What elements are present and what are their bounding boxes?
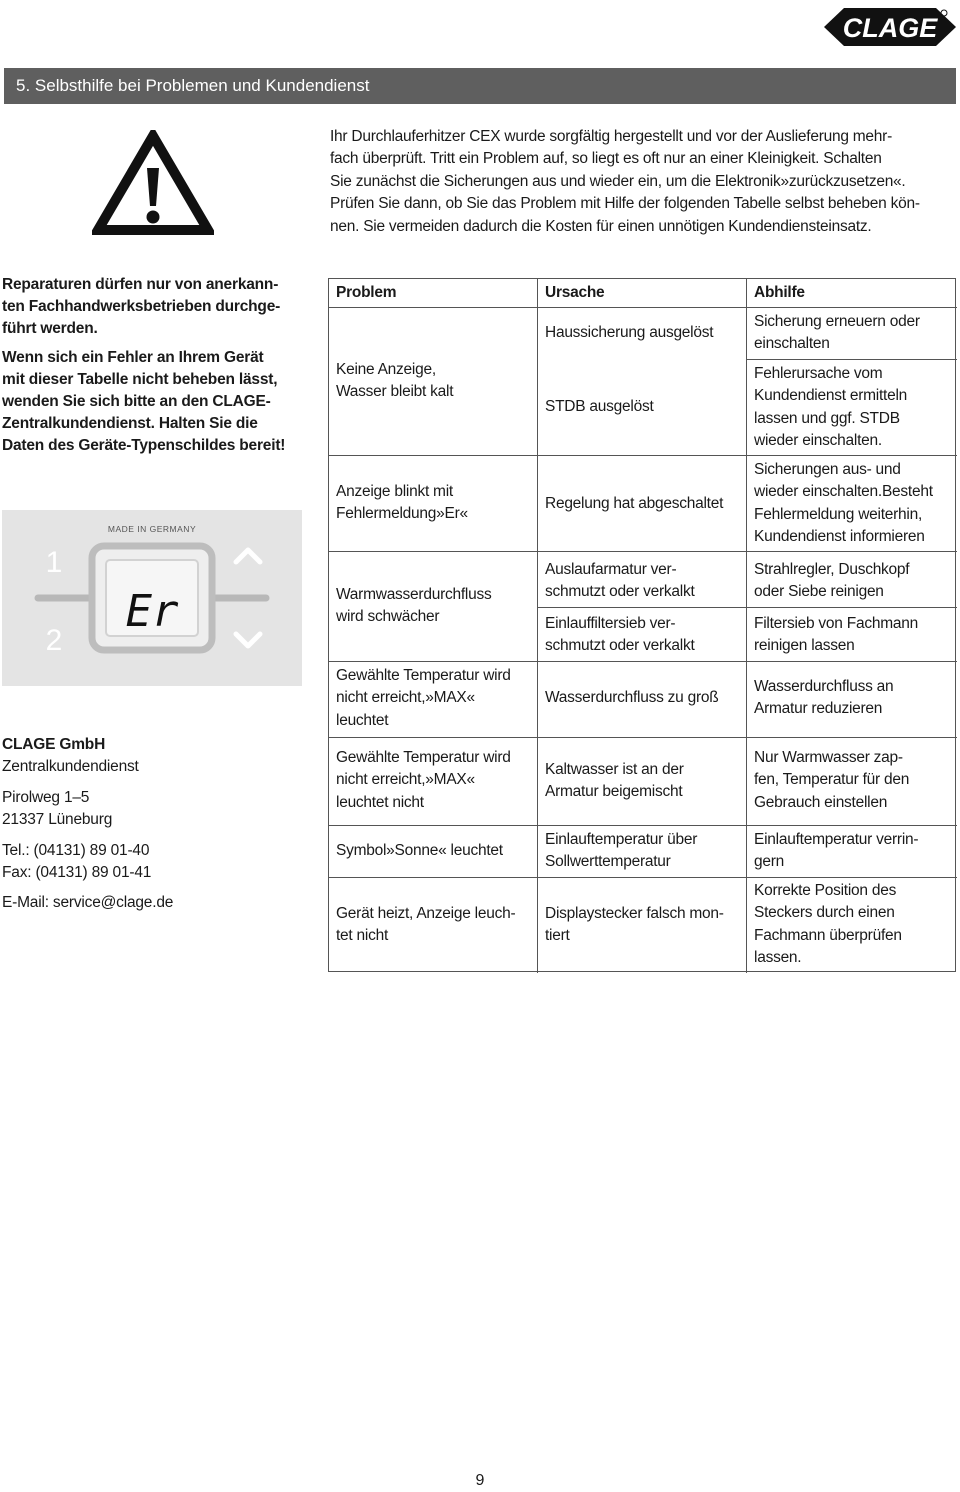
department: Zentralkundendienst	[2, 758, 139, 776]
row-divider	[329, 661, 957, 662]
warning-icon	[92, 130, 214, 236]
cause-cell: Auslaufarmatur ver- schmutzt oder verkalkt	[545, 561, 695, 601]
remedy-cell: Strahlregler, Duschkopf oder Siebe reinigen	[754, 561, 910, 601]
display-readout: Er	[125, 586, 179, 637]
clage-logo	[822, 4, 958, 50]
remedy-cell: Sicherungen aus- und wieder einschalten.Besteht Fehlermeldung weiterhin, Kundendienst informieren	[754, 461, 933, 546]
cause-cell: Regelung hat abgeschaltet	[545, 495, 724, 512]
intro-line: nen. Sie vermeiden dadurch die Kosten für einen unnötigen Kundendiensteinsatz.	[330, 217, 872, 235]
troubleshooting-table	[328, 278, 956, 972]
button-1-label: 1	[45, 546, 63, 579]
remedy-cell: Wasserdurchfluss an Armatur reduzieren	[754, 678, 894, 718]
row-divider	[329, 551, 957, 552]
section-title: 5. Selbsthilfe bei Problemen und Kundendienst	[16, 76, 370, 95]
row-divider	[329, 737, 957, 738]
subrow-divider	[746, 359, 957, 360]
problem-cell: Symbol»Sonne« leuchtet	[336, 842, 503, 859]
cause-cell: Einlauffiltersieb ver- schmutzt oder verkalkt	[545, 615, 695, 655]
repair-line: Wenn sich ein Fehler an Ihrem Gerät	[2, 349, 264, 367]
problem-cell: Warmwasserdurchfluss wird schwächer	[336, 586, 492, 626]
page-number: 9	[475, 1472, 485, 1489]
problem-cell: Gewählte Temperatur wird nicht erreicht,»MAX« leuchtet	[336, 667, 511, 729]
column-divider	[537, 279, 538, 973]
cause-cell: Wasserdurchfluss zu groß	[545, 689, 719, 706]
section-header-bar	[4, 68, 956, 104]
intro-line: fach überprüft. Tritt ein Problem auf, so liegt es oft nur an einer Kleinigkeit. Schalten	[330, 150, 882, 168]
repair-line: mit dieser Tabelle nicht beheben lässt,	[2, 371, 278, 389]
cause-cell: STDB ausgelöst	[545, 398, 654, 415]
row-divider	[329, 877, 957, 878]
cause-cell: Kaltwasser ist an der Armatur beigemischt	[545, 761, 684, 801]
control-panel-illustration	[2, 510, 302, 686]
header-remedy: Abhilfe	[754, 284, 805, 301]
header-cause: Ursache	[545, 284, 605, 301]
repair-line: Zentralkundendienst. Halten Sie die	[2, 414, 258, 432]
phone: Tel.: (04131) 89 01-40	[2, 841, 150, 859]
row-divider	[329, 825, 957, 826]
remedy-cell: Korrekte Position des Steckers durch einen Fachmann überprüfen lassen.	[754, 882, 902, 967]
header-problem: Problem	[336, 284, 397, 301]
intro-line: Ihr Durchlauferhitzer CEX wurde sorgfältig hergestellt und vor der Auslieferung mehr-	[330, 128, 892, 145]
logo-text: CLAGE	[842, 13, 938, 43]
repair-note	[2, 274, 308, 456]
problem-cell: Gerät heizt, Anzeige leuch- tet nicht	[336, 905, 516, 945]
repair-line: Daten des Geräte-Typenschildes bereit!	[2, 436, 286, 454]
row-divider	[329, 307, 957, 308]
problem-cell: Gewählte Temperatur wird nicht erreicht,»MAX« leuchtet nicht	[336, 749, 511, 811]
street: Pirolweg 1–5	[2, 788, 90, 806]
remedy-cell: Fehlerursache vom Kundendienst ermitteln lassen und ggf. STDB wieder einschalten.	[754, 365, 908, 450]
problem-cell: Anzeige blinkt mit Fehlermeldung»Er«	[336, 483, 468, 523]
remedy-cell: Sicherung erneuern oder einschalten	[754, 313, 920, 353]
city: 21337 Lüneburg	[2, 811, 113, 829]
intro-line: Sie zunächst die Sicherungen aus und wieder ein, um die Elektronik»zurückzusetzen«.	[330, 172, 906, 190]
button-2-label: 2	[45, 624, 63, 657]
repair-line: führt werden.	[2, 319, 98, 337]
repair-line: Reparaturen dürfen nur von anerkann-	[2, 276, 279, 293]
remedy-cell: Filtersieb von Fachmann reinigen lassen	[754, 615, 918, 655]
subrow-divider	[537, 607, 957, 608]
made-in-label: MADE IN GERMANY	[107, 524, 197, 534]
remedy-cell: Nur Warmwasser zap- fen, Temperatur für den Gebrauch einstellen	[754, 749, 910, 811]
intro-line: Prüfen Sie dann, ob Sie das Problem mit Hilfe der folgenden Tabelle selbst beheben kön-	[330, 195, 920, 213]
row-divider	[329, 455, 957, 456]
fax: Fax: (04131) 89 01-41	[2, 864, 152, 882]
cause-cell: Haussicherung ausgelöst	[545, 324, 714, 341]
repair-line: ten Fachhandwerksbetrieben durchge-	[2, 297, 281, 315]
repair-line: wenden Sie sich bitte an den CLAGE-	[2, 392, 271, 410]
remedy-cell: Einlauftemperatur verrin- gern	[754, 831, 919, 871]
contact-block	[2, 734, 302, 915]
problem-cell: Keine Anzeige, Wasser bleibt kalt	[336, 361, 454, 401]
column-divider	[746, 279, 747, 973]
cause-cell: Einlauftemperatur über Sollwerttemperatur	[545, 831, 698, 871]
company-name: CLAGE GmbH	[2, 736, 106, 753]
intro-paragraph	[330, 126, 954, 238]
cause-cell: Displaystecker falsch mon- tiert	[545, 905, 724, 945]
email: E-Mail: service@clage.de	[2, 894, 174, 912]
